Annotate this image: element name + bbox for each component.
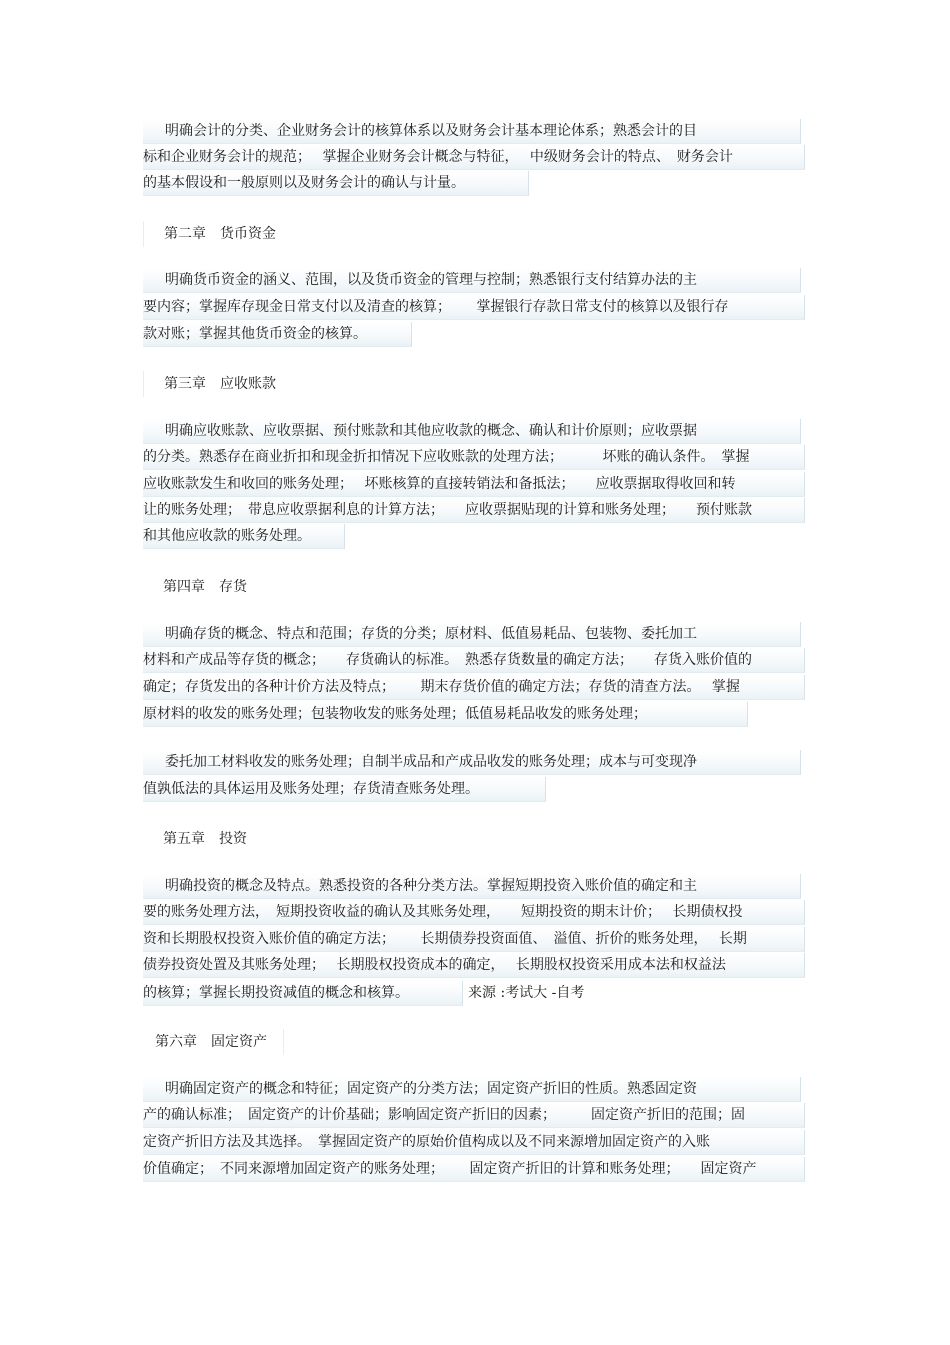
paragraph-line: 的核算；掌握长期投资减值的概念和核算。 xyxy=(143,981,463,1006)
paragraph-line: 值孰低法的具体运用及账务处理；存货清查账务处理。 xyxy=(143,777,546,802)
paragraph-line: 标和企业财务会计的规范； 掌握企业财务会计概念与特征， 中级财务会计的特点、 财务会计 xyxy=(143,145,805,170)
chapter-heading: 第五章 投资 xyxy=(163,831,247,847)
paragraph-line: 的基本假设和一般原则以及财务会计的确认与计量。 xyxy=(143,171,529,196)
chapter-heading: 第二章 货币资金 xyxy=(143,221,276,247)
paragraph-line: 明确应收账款、应收票据、预付账款和其他应收款的概念、确认和计价原则；应收票据 xyxy=(143,419,801,444)
paragraph-line: 委托加工材料收发的账务处理；自制半成品和产成品收发的账务处理；成本与可变现净 xyxy=(143,750,801,775)
paragraph-line: 的分类。熟悉存在商业折扣和现金折扣情况下应收账款的处理方法； 坏账的确认条件。 掌握 xyxy=(143,445,805,470)
paragraph-line: 材料和产成品等存货的概念； 存货确认的标准。 熟悉存货数量的确定方法； 存货入账价值的 xyxy=(143,648,805,673)
source-note: 来源 :考试大 -自考 xyxy=(468,985,585,1001)
paragraph-line: 明确货币资金的涵义、范围，以及货币资金的管理与控制；熟悉银行支付结算办法的主 xyxy=(143,268,801,293)
paragraph-line: 明确投资的概念及特点。熟悉投资的各种分类方法。掌握短期投资入账价值的确定和主 xyxy=(143,874,801,899)
paragraph-line: 和其他应收款的账务处理。 xyxy=(143,524,345,549)
paragraph-line: 产的确认标准； 固定资产的计价基础；影响固定资产折旧的因素； 固定资产折旧的范围；固 xyxy=(143,1103,805,1128)
paragraph-line: 定资产折旧方法及其选择。 掌握固定资产的原始价值构成以及不同来源增加固定资产的入账 xyxy=(143,1130,805,1155)
paragraph-line: 资和长期股权投资入账价值的确定方法； 长期债券投资面值、 溢值、折价的账务处理， 长期 xyxy=(143,927,805,952)
chapter-heading: 第四章 存货 xyxy=(163,579,247,595)
paragraph-line: 款对账；掌握其他货币资金的核算。 xyxy=(143,322,412,347)
paragraph-line: 明确固定资产的概念和特征；固定资产的分类方法；固定资产折旧的性质。熟悉固定资 xyxy=(143,1077,801,1102)
paragraph-line: 确定；存货发出的各种计价方法及特点； 期末存货价值的确定方法；存货的清查方法。 掌握 xyxy=(143,675,805,700)
paragraph-line: 明确会计的分类、企业财务会计的核算体系以及财务会计基本理论体系；熟悉会计的目 xyxy=(143,119,801,144)
paragraph-line: 应收账款发生和收回的账务处理； 坏账核算的直接转销法和备抵法； 应收票据取得收回和转 xyxy=(143,472,805,497)
chapter-heading: 第六章 固定资产 xyxy=(143,1029,284,1055)
paragraph-line: 要的账务处理方法， 短期投资收益的确认及其账务处理， 短期投资的期末计价； 长期债权投 xyxy=(143,900,805,925)
paragraph-line: 价值确定； 不同来源增加固定资产的账务处理； 固定资产折旧的计算和账务处理； 固定资产 xyxy=(143,1157,805,1182)
paragraph-line: 债券投资处置及其账务处理； 长期股权投资成本的确定， 长期股权投资采用成本法和权益法 xyxy=(143,953,805,978)
paragraph-line: 明确存货的概念、特点和范围；存货的分类；原材料、低值易耗品、包装物、委托加工 xyxy=(143,622,801,647)
chapter-heading: 第三章 应收账款 xyxy=(143,371,276,397)
paragraph-line: 让的账务处理； 带息应收票据利息的计算方法； 应收票据贴现的计算和账务处理； 预付账款 xyxy=(143,498,805,523)
paragraph-line: 原材料的收发的账务处理；包装物收发的账务处理；低值易耗品收发的账务处理； xyxy=(143,702,748,727)
paragraph-line: 要内容；掌握库存现金日常支付以及清查的核算； 掌握银行存款日常支付的核算以及银行存 xyxy=(143,295,805,320)
